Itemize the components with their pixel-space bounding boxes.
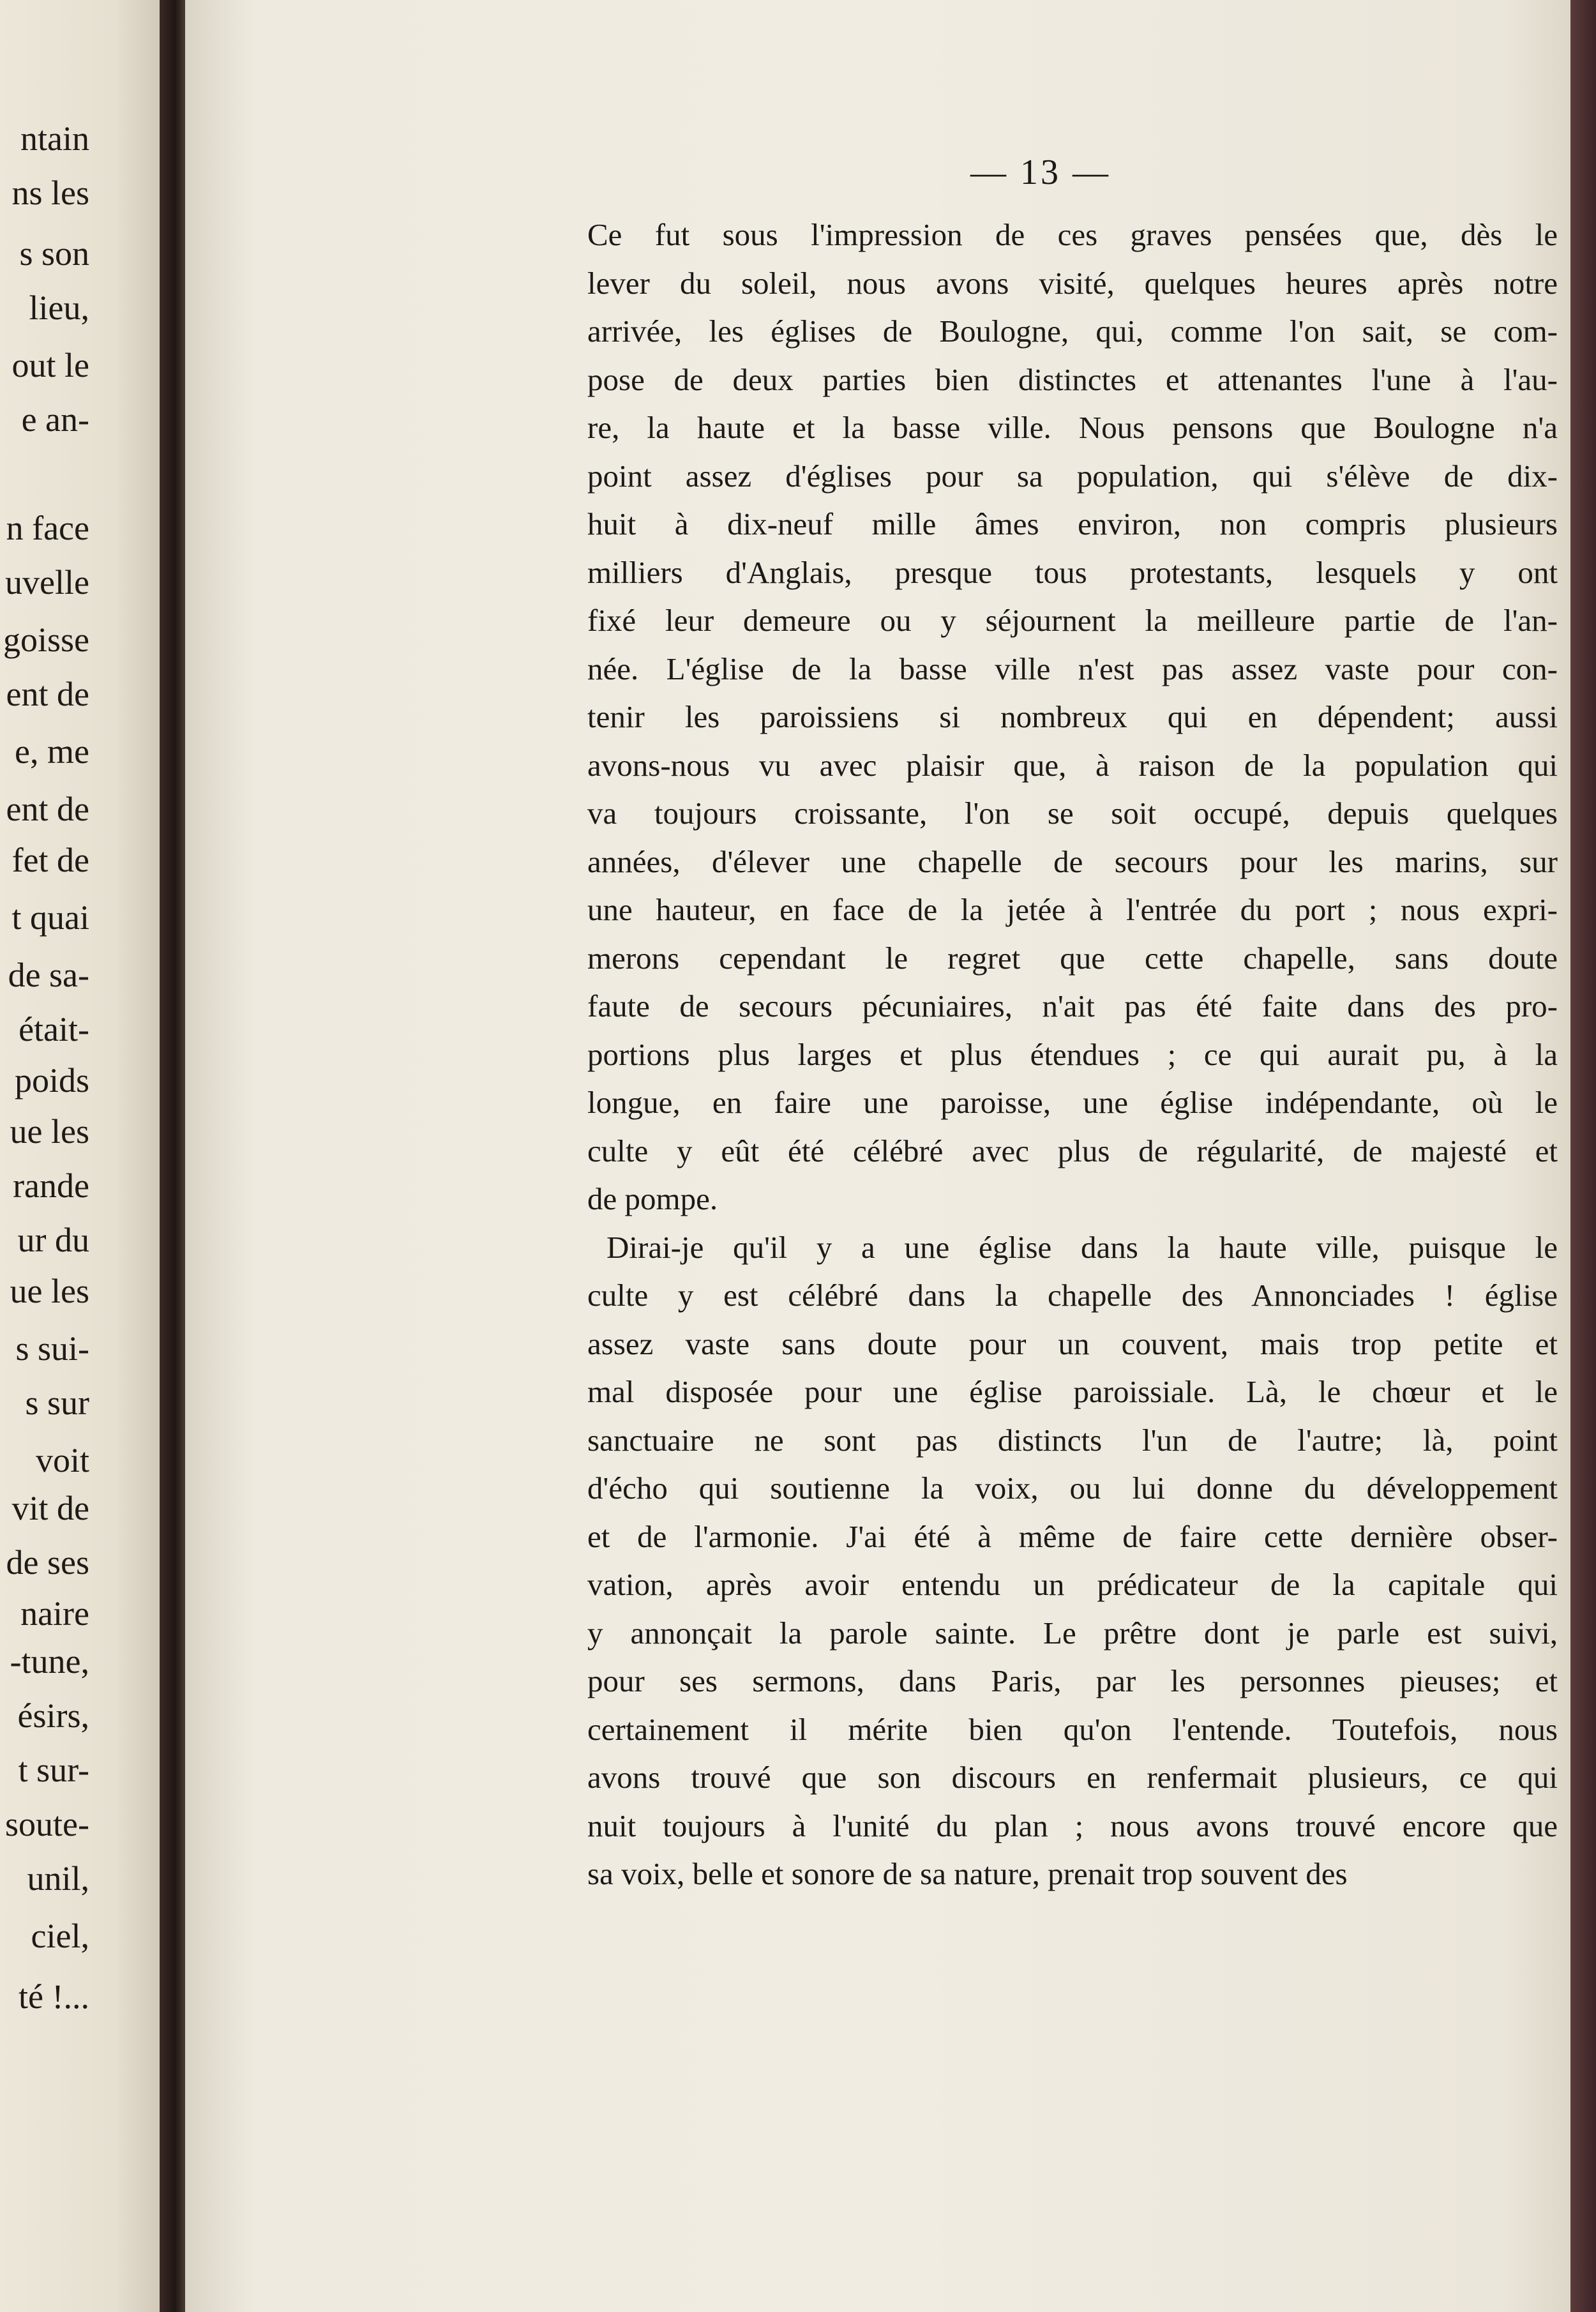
text-line: assez vaste sans doute pour un couvent, mais trop petite et bbox=[587, 1326, 1558, 1361]
previous-page-text-fragment: uvelle bbox=[5, 563, 89, 601]
text-line: re, la haute et la basse ville. Nous pensons que Boulogne n'a bbox=[587, 410, 1558, 445]
text-line: une hauteur, en face de la jetée à l'entrée du port ; nous expri- bbox=[587, 892, 1558, 927]
previous-page-text-fragment: ntain bbox=[20, 119, 89, 158]
text-line: d'écho qui soutienne la voix, ou lui donne du développement bbox=[587, 1470, 1558, 1506]
text-line: née. L'église de la basse ville n'est pas assez vaste pour con- bbox=[587, 651, 1558, 686]
text-line: pose de deux parties bien distinctes et attenantes l'une à l'au- bbox=[587, 361, 1558, 397]
text-line: Ce fut sous l'impression de ces graves pensées que, dès le bbox=[587, 217, 1558, 252]
previous-page-text-fragment: ent de bbox=[6, 675, 89, 713]
text-line: avons trouvé que son discours en renfermait plusieurs, ce qui bbox=[587, 1760, 1558, 1795]
text-line: huit à dix-neuf mille âmes environ, non compris plusieurs bbox=[587, 506, 1558, 541]
text-line: fixé leur demeure ou y séjournent la meilleure partie de l'an- bbox=[587, 603, 1558, 638]
text-line: tenir les paroissiens si nombreux qui en dépendent; aussi bbox=[587, 699, 1558, 734]
page-body-text bbox=[587, 211, 1558, 1898]
text-line: portions plus larges et plus étendues ; ce qui aurait pu, à la bbox=[587, 1036, 1558, 1072]
text-line: certainement il mérite bien qu'on l'entende. Toutefois, nous bbox=[587, 1711, 1558, 1747]
previous-page-text-fragment: t quai bbox=[11, 898, 89, 937]
previous-page-text-fragment: fet de bbox=[11, 841, 89, 879]
previous-page-edge bbox=[0, 0, 163, 2312]
book-cover-edge bbox=[1570, 0, 1596, 2312]
previous-page-text-fragment: de ses bbox=[6, 1543, 89, 1582]
text-line: mal disposée pour une église paroissiale. Là, le chœur et le bbox=[587, 1374, 1558, 1409]
previous-page-text-fragment: soute- bbox=[5, 1805, 89, 1843]
previous-page-text-fragment: s sui- bbox=[15, 1329, 89, 1368]
previous-page-text-fragment: ciel, bbox=[31, 1917, 89, 1955]
previous-page-text-fragment: -tune, bbox=[10, 1642, 89, 1681]
previous-page-text-fragment: ent de bbox=[6, 790, 89, 828]
previous-page-text-fragment: était- bbox=[19, 1010, 89, 1048]
previous-page-text-fragment: de sa- bbox=[8, 956, 89, 994]
text-line: vation, après avoir entendu un prédicateur de la capitale qui bbox=[587, 1567, 1558, 1602]
previous-page-text-fragment: n face bbox=[6, 509, 89, 547]
text-line: merons cependant le regret que cette chapelle, sans doute bbox=[587, 940, 1558, 976]
previous-page-text-fragment: lieu, bbox=[29, 289, 89, 327]
text-line: de pompe. bbox=[587, 1181, 718, 1216]
previous-page-text-fragment: naire bbox=[20, 1594, 89, 1633]
previous-page-text-fragment: e, me bbox=[15, 732, 89, 771]
text-line: pour ses sermons, dans Paris, par les personnes pieuses; et bbox=[587, 1663, 1558, 1698]
text-line: longue, en faire une paroisse, une église indépendante, où le bbox=[587, 1085, 1558, 1120]
previous-page-text-fragment: t sur- bbox=[18, 1751, 89, 1789]
previous-page-text-fragment: out le bbox=[11, 346, 89, 384]
text-line: sanctuaire ne sont pas distincts l'un de l'autre; là, point bbox=[587, 1422, 1558, 1458]
text-line: va toujours croissante, l'on se soit occupé, depuis quelques bbox=[587, 796, 1558, 831]
previous-page-text-fragment: ésirs, bbox=[17, 1696, 89, 1735]
previous-page-text-fragment: ur du bbox=[17, 1221, 89, 1259]
previous-page-text-fragment: voit bbox=[35, 1441, 89, 1479]
previous-page-text-fragment: s son bbox=[19, 234, 89, 273]
text-line: sa voix, belle et sonore de sa nature, prenait trop souvent des bbox=[587, 1856, 1348, 1891]
text-line: Dirai-je qu'il y a une église dans la haute ville, puisque le bbox=[606, 1229, 1558, 1265]
text-line: point assez d'églises pour sa population, qui s'élève de dix- bbox=[587, 458, 1558, 494]
previous-page-text-fragment: poids bbox=[14, 1061, 89, 1099]
text-line: arrivée, les églises de Boulogne, qui, comme l'on sait, se com- bbox=[587, 314, 1558, 349]
text-line: nuit toujours à l'unité du plan ; nous avons trouvé encore que bbox=[587, 1808, 1558, 1843]
previous-page-text-fragment: unil, bbox=[27, 1859, 89, 1898]
previous-page-text-fragment: goisse bbox=[3, 621, 89, 659]
text-line: lever du soleil, nous avons visité, quelques heures après notre bbox=[587, 265, 1558, 301]
text-line: milliers d'Anglais, presque tous protestants, lesquels y ont bbox=[587, 554, 1558, 590]
text-line: culte y est célébré dans la chapelle des Annonciades ! église bbox=[587, 1278, 1558, 1313]
previous-page-text-fragment: rande bbox=[13, 1167, 89, 1205]
text-line: et de l'armonie. J'ai été à même de faire cette dernière obser- bbox=[587, 1518, 1558, 1554]
previous-page-text-fragment: té !... bbox=[19, 1977, 89, 2016]
previous-page-text-fragment: ns les bbox=[11, 174, 89, 212]
text-line: culte y eût été célébré avec plus de régularité, de majesté et bbox=[587, 1133, 1558, 1168]
previous-page-text-fragment: e an- bbox=[21, 400, 89, 439]
page-number: — 13 — bbox=[970, 153, 1111, 192]
previous-page-text-fragment: s sur bbox=[25, 1384, 89, 1422]
text-line: avons-nous vu avec plaisir que, à raison de la population qui bbox=[587, 747, 1558, 783]
book-spine bbox=[160, 0, 185, 2312]
previous-page-text-fragment: ue les bbox=[10, 1272, 89, 1310]
text-line: y annonçait la parole sainte. Le prêtre dont je parle est suivi, bbox=[587, 1615, 1558, 1651]
previous-page-text-fragment: ue les bbox=[10, 1112, 89, 1151]
text-line: faute de secours pécuniaires, n'ait pas été faite dans des pro- bbox=[587, 988, 1558, 1024]
text-line: années, d'élever une chapelle de secours pour les marins, sur bbox=[587, 843, 1558, 879]
book-page bbox=[185, 0, 1570, 2312]
previous-page-text-fragment: vit de bbox=[11, 1489, 89, 1527]
